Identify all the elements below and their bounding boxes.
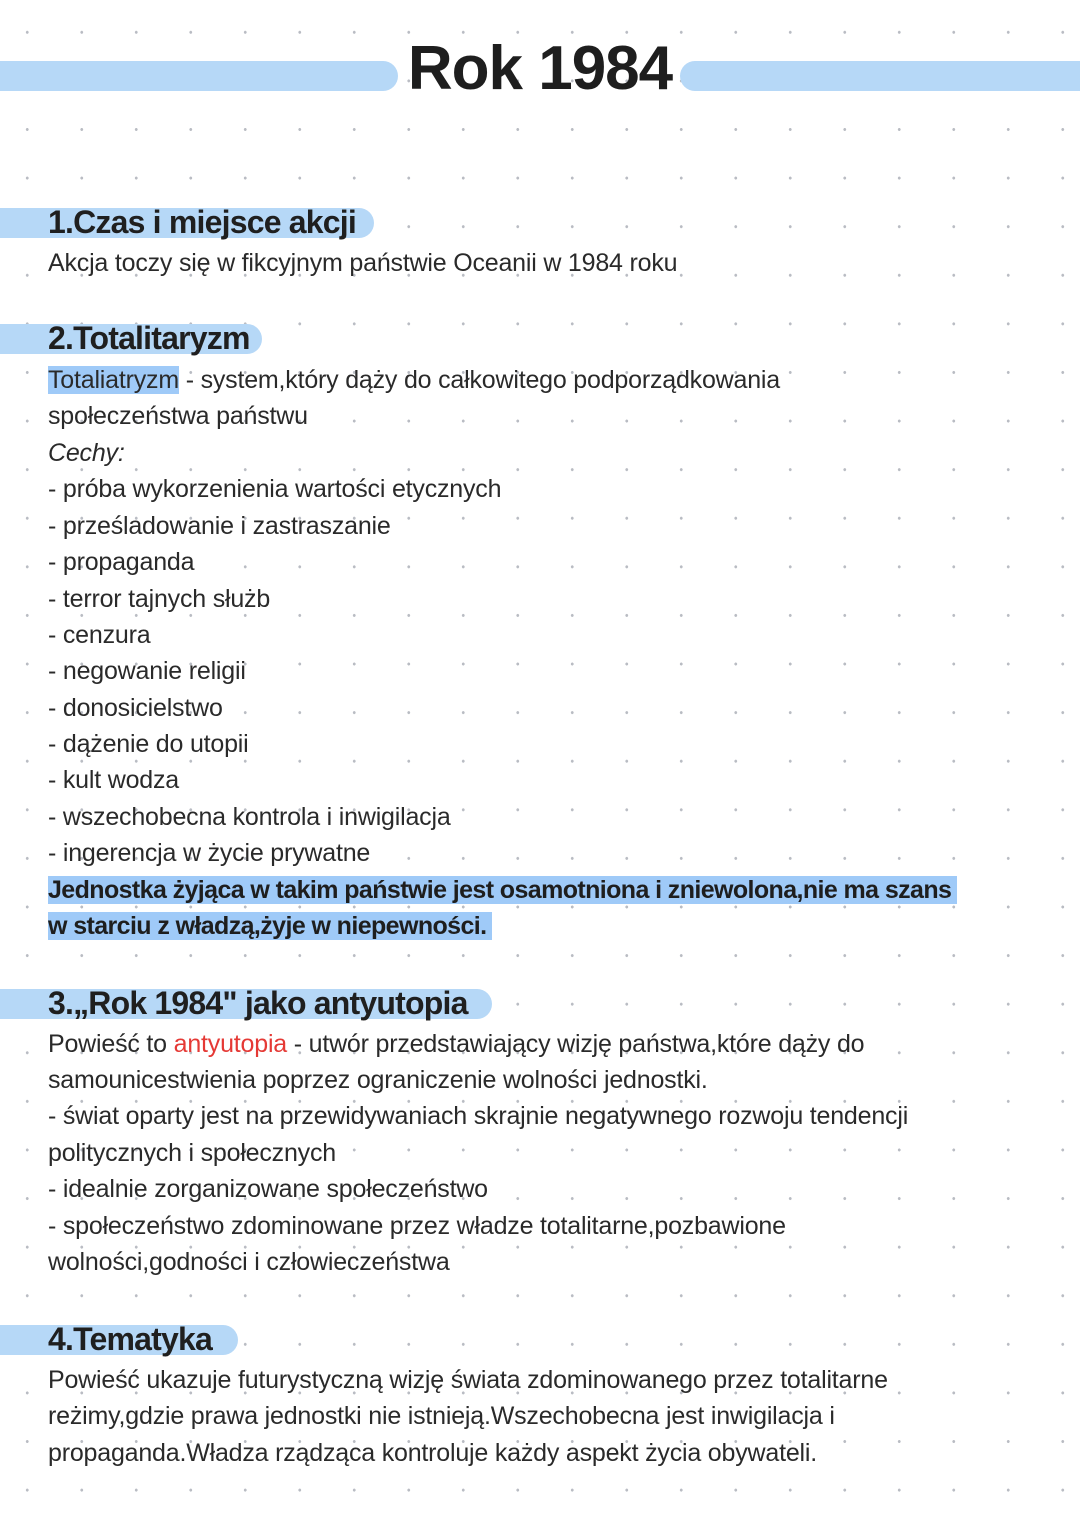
- highlighted-conclusion: Jednostka żyjąca w takim państwie jest osamotniona i zniewolona,nie ma szans: [48, 876, 957, 904]
- text-line: Akcja toczy się w fikcyjnym państwie Oceanii w 1984 roku: [48, 249, 678, 277]
- text-line: - świat oparty jest na przewidywaniach skrajnie negatywnego rozwoju tendencji: [48, 1102, 909, 1130]
- feature-item: - wszechobecna kontrola i inwigilacja: [48, 803, 451, 831]
- text-line: reżimy,gdzie prawa jednostki nie istnieją.Wszechobecna jest inwigilacja i: [48, 1402, 835, 1430]
- feature-item: - próba wykorzenienia wartości etycznych: [48, 475, 502, 503]
- text-line: - społeczeństwo zdominowane przez władze totalitarne,pozbawione: [48, 1212, 786, 1240]
- highlighted-conclusion: w starciu z władzą,żyje w niepewności.: [48, 912, 492, 940]
- text-line: politycznych i społecznych: [48, 1139, 336, 1167]
- text-line: Powieść ukazuje futurystyczną wizję świata zdominowanego przez totalitarne: [48, 1366, 888, 1394]
- text-line: wolności,godności i człowieczeństwa: [48, 1248, 450, 1276]
- intro-suffix: - utwór przedstawiający wizję państwa,które dąży do: [287, 1030, 865, 1058]
- key-term-red: antyutopia: [173, 1030, 288, 1058]
- conclusion-line: [48, 872, 957, 908]
- feature-item: - dążenie do utopii: [48, 730, 249, 758]
- feature-item: - cenzura: [48, 621, 151, 649]
- features-label: Cechy:: [48, 439, 125, 467]
- intro-line: [48, 1026, 864, 1062]
- heading-text: 2.Totalitaryzm: [48, 320, 250, 356]
- highlighted-term: Totaliatryzm: [48, 366, 179, 394]
- feature-item: - propaganda: [48, 548, 195, 576]
- definition-text: - system,który dąży do całkowitego podporządkowania: [178, 366, 780, 394]
- text-line: propaganda.Władza rządząca kontroluje każdy aspekt życia obywateli.: [48, 1439, 817, 1467]
- text-line: samounicestwienia poprzez ograniczenie wolności jednostki.: [48, 1066, 708, 1094]
- feature-item: - negowanie religii: [48, 657, 246, 685]
- definition-line: [48, 362, 780, 398]
- intro-prefix: Powieść to: [48, 1030, 174, 1058]
- conclusion-line-2: [48, 908, 492, 944]
- heading-text: 1.Czas i miejsce akcji: [48, 204, 356, 240]
- feature-item: - prześladowanie i zastraszanie: [48, 512, 391, 540]
- page-title: Rok 1984: [407, 34, 673, 103]
- definition-line-2: społeczeństwa państwu: [48, 402, 308, 430]
- feature-item: - kult wodza: [48, 766, 179, 794]
- feature-item: - terror tajnych służb: [48, 585, 271, 613]
- feature-item: - ingerencja w życie prywatne: [48, 839, 371, 867]
- heading-text: 3.„Rok 1984" jako antyutopia: [48, 985, 468, 1021]
- heading-text: 4.Tematyka: [48, 1321, 212, 1357]
- feature-item: - donosicielstwo: [48, 694, 223, 722]
- text-line: - idealnie zorganizowane społeczeństwo: [48, 1175, 488, 1203]
